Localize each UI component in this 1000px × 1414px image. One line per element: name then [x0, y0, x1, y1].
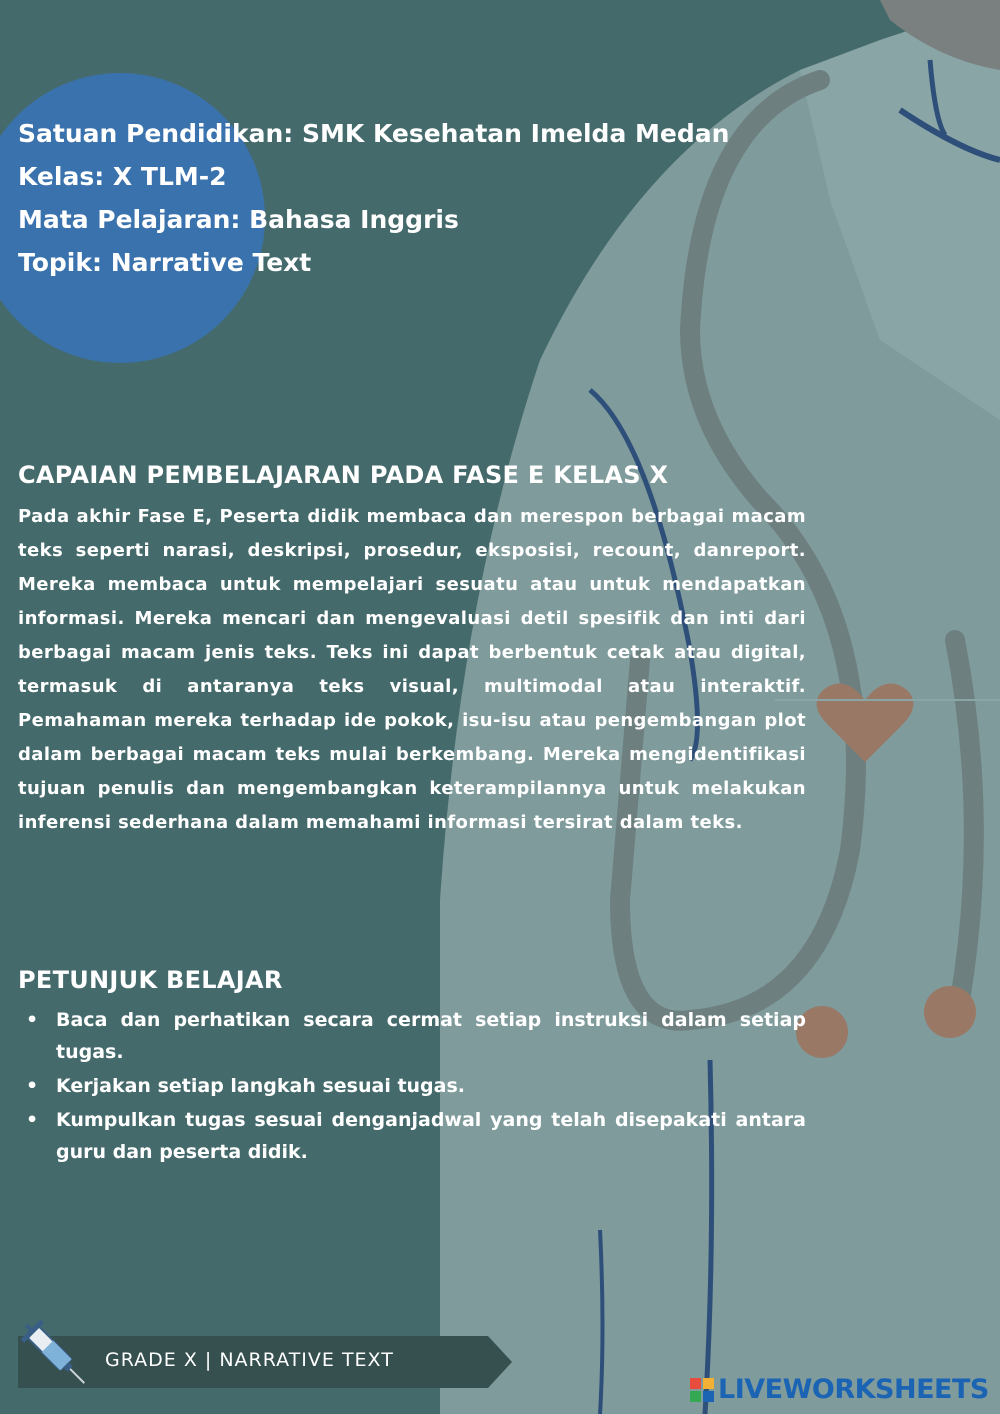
list-item-text: Kumpulkan tugas sesuai denganjadwal yang telah disepakati antara guru dan peserta didik. — [56, 1109, 806, 1163]
capaian-title: CAPAIAN PEMBELAJARAN PADA FASE E KELAS X — [18, 461, 669, 489]
class-name: Kelas: X TLM-2 — [18, 162, 227, 191]
liveworksheets-watermark[interactable] — [690, 1374, 989, 1405]
liveworksheets-brand: LIVEWORKSHEETS — [718, 1374, 989, 1405]
list-item — [26, 1104, 806, 1168]
subject-name: Mata Pelajaran: Bahasa Inggris — [18, 205, 459, 234]
petunjuk-list — [26, 1004, 806, 1170]
capaian-text: Pada akhir Fase E, Peserta didik membaca dan merespon berbagai macam teks seperti narasi, deskripsi, prosedur, eksposisi, recount, danreport. Mereka membaca untuk mempelajari sesuatu atau untuk mendapatkan informasi. Mereka mencari dan mengevaluasi detil spesifik dan inti dari berbagai macam jenis teks. Teks ini dapat berbentuk cetak atau digital, termasuk di antaranya teks visual, multimodal atau interaktif. Pemahaman mereka terhadap ide pokok, isu-isu atau pengembangan plot dalam berbagai macam teks mulai berkembang. Mereka mengidentifikasi tujuan penulis dan mengembangkan keterampilannya untuk melakukan inferensi sederhana dalam memahami informasi tersirat dalam teks. — [18, 506, 806, 833]
list-item — [26, 1070, 806, 1102]
school-name: Satuan Pendidikan: SMK Kesehatan Imelda Medan — [18, 119, 730, 148]
liveworksheets-logo-icon — [690, 1378, 714, 1402]
list-item-text: Baca dan perhatikan secara cermat setiap instruksi dalam setiap tugas. — [56, 1009, 806, 1063]
topic-name: Topik: Narrative Text — [18, 248, 312, 277]
list-item-text: Kerjakan setiap langkah sesuai tugas. — [56, 1075, 466, 1097]
stethoscope-chest-piece — [924, 986, 976, 1038]
petunjuk-title: PETUNJUK BELAJAR — [18, 966, 283, 994]
header-info — [18, 112, 798, 284]
bullet: • — [26, 1109, 39, 1131]
bullet: • — [26, 1075, 39, 1097]
footer-label: GRADE X | NARRATIVE TEXT — [105, 1349, 394, 1371]
syringe-icon — [16, 1312, 96, 1392]
list-item — [26, 1004, 806, 1068]
bullet: • — [26, 1009, 39, 1031]
